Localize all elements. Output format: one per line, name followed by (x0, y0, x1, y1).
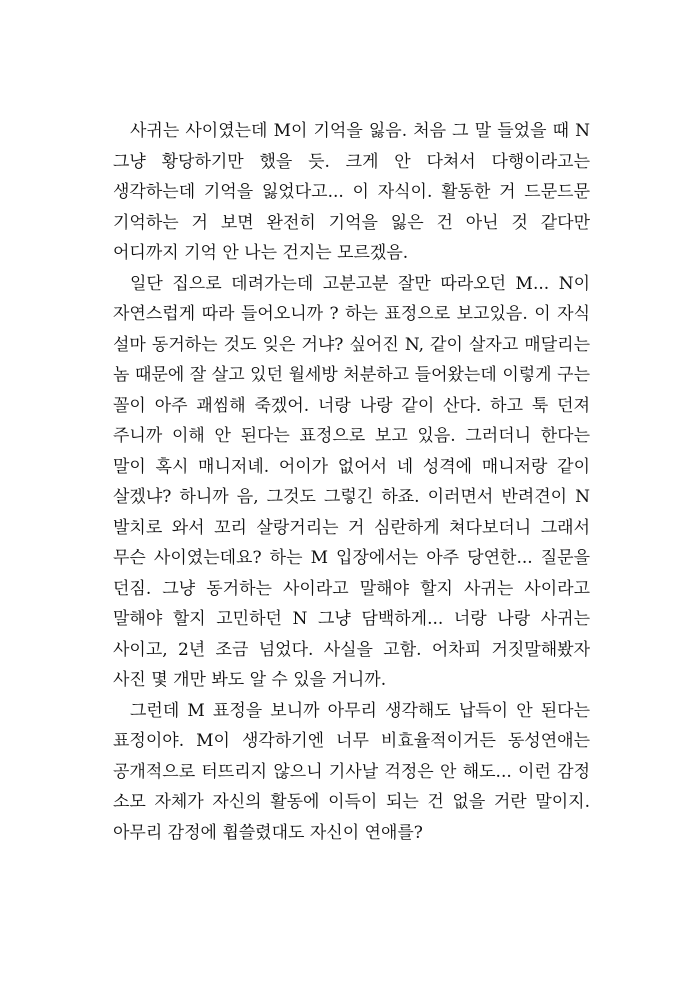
paragraph-1: 사귀는 사이였는데 M이 기억을 잃음. 처음 그 말 들었을 때 N 그냥 황당하기만 했을 듯. 크게 안 다쳐서 다행이라고는 생각하는데 기억을 잃었다고... 이 자식이. 활동한 거 드문드문 기억하는 거 보면 완전히 기억을 잃은 건 아닌 것 같다만 어디까지 기억 안 나는 건지는 모르겠음. (113, 121, 590, 263)
paragraph-3: 그런데 M 표정을 보니까 아무리 생각해도 납득이 안 된다는 표정이야. M이 생각하기엔 너무 비효율적이거든 동성연애는 공개적으로 터뜨리지 않으니 기사날 걱정은 안 해도... 이런 감정 소모 자체가 자신의 활동에 이득이 되는 건 없을 거란 말이지. 아무리 감정에 휩쓸렸대도 자신이 연애를? (113, 700, 590, 843)
document-body (113, 116, 590, 848)
paragraph-2: 일단 집으로 데려가는데 고분고분 잘만 따라오던 M... N이 자연스럽게 따라 들어오니까 ? 하는 표정으로 보고있음. 이 자식 설마 동거하는 것도 잊은 거냐? 싶어진 N, 같이 살자고 매달리는 놈 때문에 잘 살고 있던 월세방 처분하고 들어왔는데 이렇게 구는 꼴이 아주 괘씸해 죽겠어. 너랑 나랑 같이 산다. 하고 툭 던져 주니까 이해 안 된다는 표정으로 보고 있음. 그러더니 한다는 말이 혹시 매니저녜. 어이가 없어서 네 성격에 매니저랑 같이 살겠냐? 하니까 음, 그것도 그렇긴 하죠. 이러면서 반려견이 N 발치로 와서 꼬리 살랑거리는 거 심란하게 쳐다보더니 그래서 무슨 사이였는데요? 하는 M 입장에서는 아주 당연한... 질문을 던짐. 그냥 동거하는 사이라고 말해야 할지 사귀는 사이라고 말해야 할지 고민하던 N 그냥 담백하게... 너랑 나랑 사귀는 사이고, 2년 조금 넘었다. 사실을 고함. 어차피 거짓말해봤자 사진 몇 개만 봐도 알 수 있을 거니까. (113, 273, 590, 690)
